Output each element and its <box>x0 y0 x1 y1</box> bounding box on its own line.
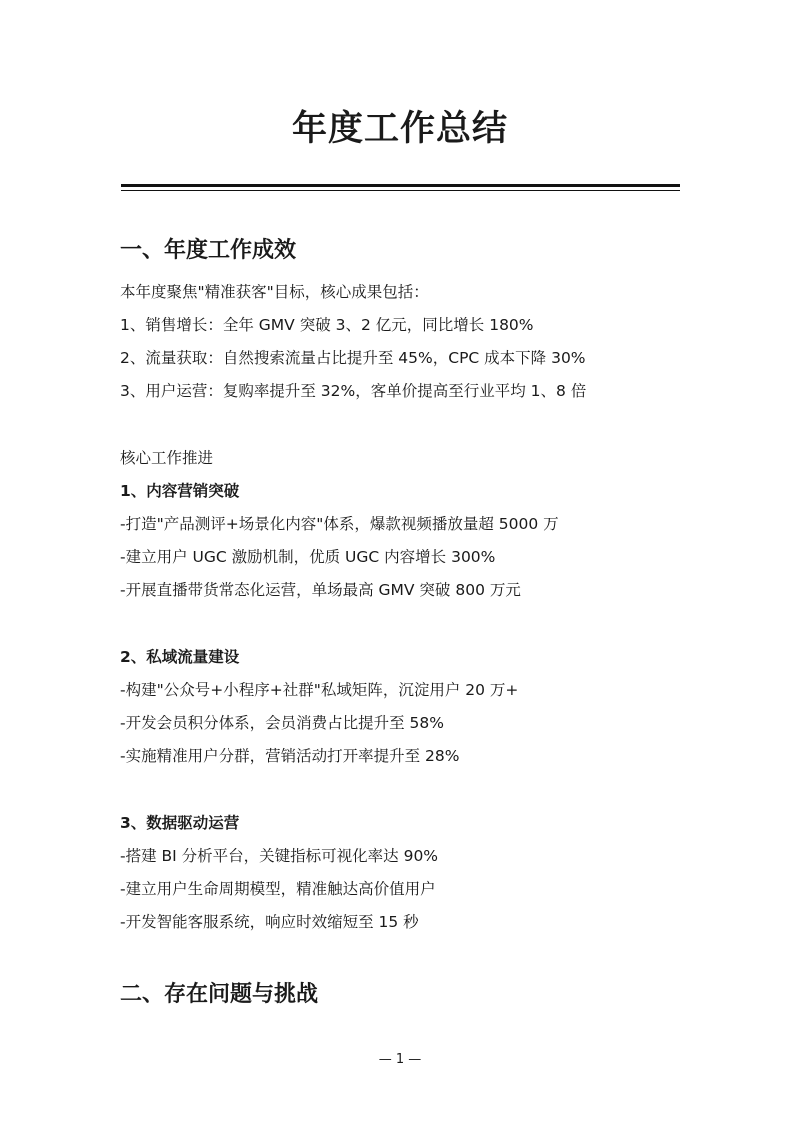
result-item: 2、流量获取：自然搜索流量占比提升至 45%，CPC 成本下降 30% <box>120 349 586 367</box>
page-number: — 1 — <box>378 1052 422 1067</box>
list-item: -建立用户生命周期模型，精准触达高价值用户 <box>120 880 436 898</box>
title-divider-thick <box>121 184 680 187</box>
list-item: -搭建 BI 分析平台，关键指标可视化率达 90% <box>120 847 439 865</box>
list-item: -打造"产品测评+场景化内容"体系，爆款视频播放量超 5000 万 <box>120 515 559 533</box>
result-item: 1、销售增长：全年 GMV 突破 3、2 亿元，同比增长 180% <box>120 316 534 334</box>
subsection-heading-content-marketing: 1、内容营销突破 <box>120 482 240 500</box>
result-item: 3、用户运营：复购率提升至 32%，客单价提高至行业平均 1、8 倍 <box>120 382 587 400</box>
subsection-heading-data-driven: 3、数据驱动运营 <box>120 814 240 832</box>
subsection-heading-private-traffic: 2、私域流量建设 <box>120 648 240 666</box>
list-item: -开展直播带货常态化运营，单场最高 GMV 突破 800 万元 <box>120 581 521 599</box>
page-title: 年度工作总结 <box>291 109 508 149</box>
list-item: -开发会员积分体系，会员消费占比提升至 58% <box>120 714 444 732</box>
section-heading-achievements: 一、年度工作成效 <box>120 238 297 263</box>
list-item: -实施精准用户分群，营销活动打开率提升至 28% <box>120 747 460 765</box>
intro-paragraph: 本年度聚焦"精准获客"目标，核心成果包括： <box>120 283 429 301</box>
core-work-label: 核心工作推进 <box>120 449 214 467</box>
list-item: -建立用户 UGC 激励机制，优质 UGC 内容增长 300% <box>120 548 496 566</box>
list-item: -构建"公众号+小程序+社群"私域矩阵，沉淀用户 20 万+ <box>120 681 519 699</box>
section-heading-challenges: 二、存在问题与挑战 <box>120 982 319 1007</box>
list-item: -开发智能客服系统，响应时效缩短至 15 秒 <box>120 913 419 931</box>
title-divider-thin <box>121 190 680 191</box>
